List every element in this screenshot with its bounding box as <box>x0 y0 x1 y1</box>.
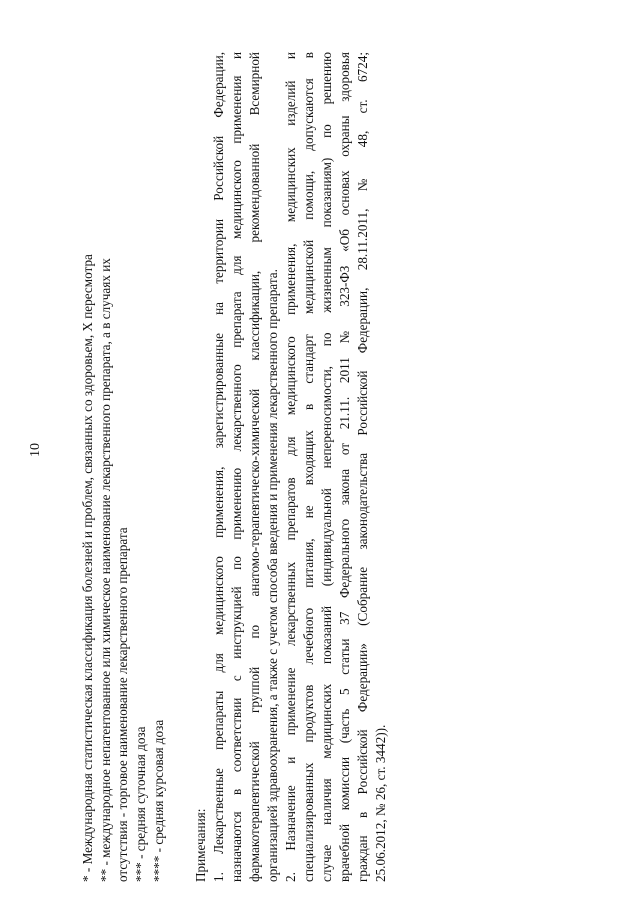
note-line: организацией здравоохранения, а также с учетом способа введения и применения лекарственного препарата. <box>265 269 280 882</box>
footnote-line: * - Международная статистическая классификация болезней и проблем, связанных со здоровьем, X пересмотра <box>80 254 95 882</box>
page-number: 10 <box>28 443 43 457</box>
notes-title: Примечания: <box>193 808 208 882</box>
note-line: фармакотерапевтической группой по анатомо-терапевтическо-химической классификации, рекомендованной Всемирной <box>247 52 262 882</box>
footnote-line: **** - средняя курсовая доза <box>151 719 166 882</box>
rotated-content <box>20 22 388 882</box>
note-line: случае наличия медицинских показаний (индивидуальной непереносимости, по жизненным показаниям) по решению <box>319 52 334 882</box>
note-line: врачебной комиссии (часть 5 статьи 37 Федерального закона от 21.11. 2011 № 323-ФЗ «Об основах охраны здоровья <box>337 52 352 882</box>
footnote-line: отсутствия - торговое наименование лекарственного препарата <box>115 527 130 882</box>
note-line: специализированных продуктов лечебного питания, не входящих в стандарт медицинской помощи, допускаются в <box>301 52 316 882</box>
footnote-line: ** - международное непатентованное или химическое наименование лекарственного препарата, а в случаях их <box>98 258 113 882</box>
note-line: назначаются в соответствии с инструкцией по применению лекарственного препарата для медицинского применения и <box>229 52 244 882</box>
note-line: 25.06.2012, № 26, ст. 3442)). <box>373 724 388 882</box>
footnote-line: *** - средняя суточная доза <box>133 726 148 882</box>
note-line: 2. Назначение и применение лекарственных препаратов для медицинского применения, медицинских изделий и <box>283 52 298 882</box>
note-line: 1. Лекарственные препараты для медицинского применения, зарегистрированные на территории Российской Федерации, <box>211 52 226 882</box>
note-line: граждан в Российской Федерации» (Собрание законодательства Российской Федерации, 28.11.2011, № 48, ст. 6724; <box>355 52 370 882</box>
